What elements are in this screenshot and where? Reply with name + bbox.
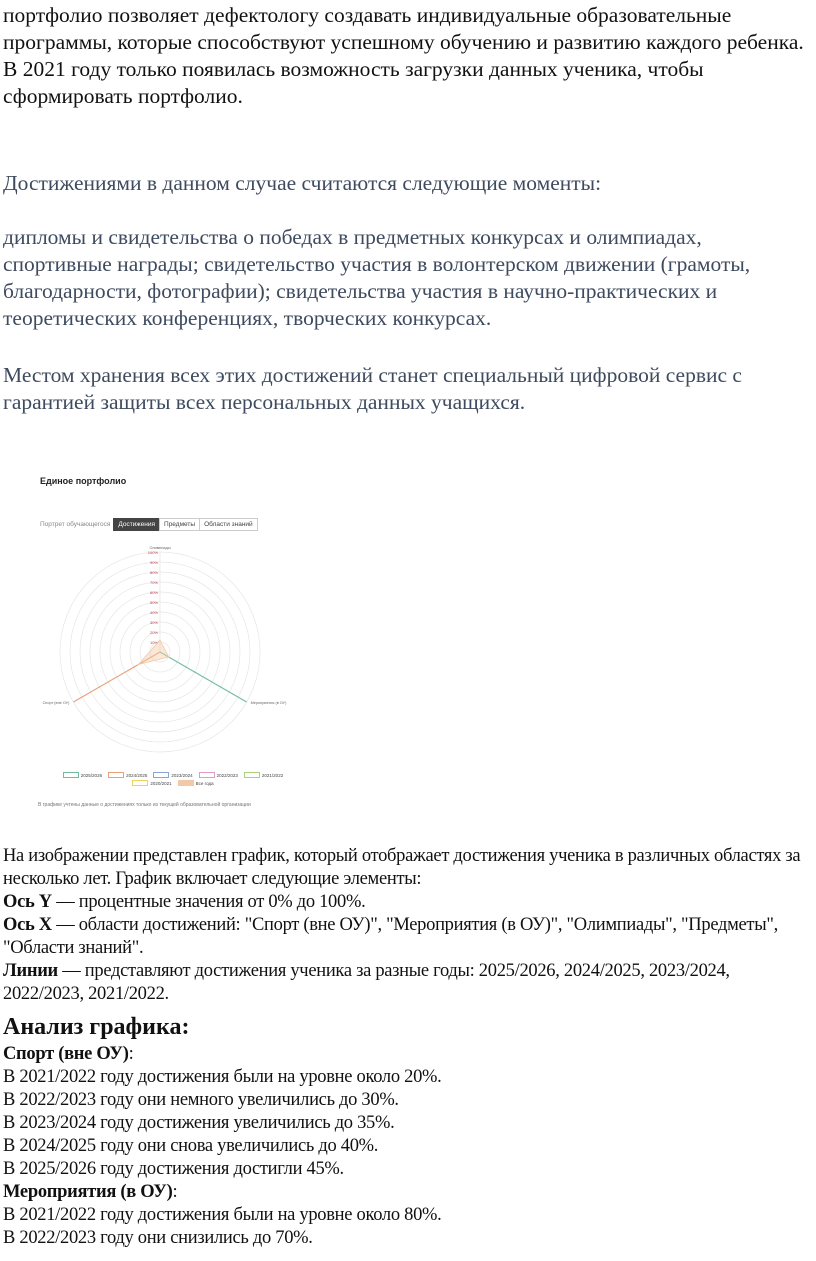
legend-item[interactable] <box>178 780 214 786</box>
sport-line: В 2025/2026 году достижения достигли 45%. <box>3 1159 344 1179</box>
tick-label: 100% <box>147 550 158 555</box>
portfolio-title: Единое портфолио <box>40 476 127 486</box>
tick-label: 60% <box>149 590 158 595</box>
achievements-paragraph: Достижениями в данном случае считаются следующие моменты: <box>3 171 602 195</box>
legend-swatch <box>132 780 148 786</box>
y-axis-text: — процентные значения от 0% до 100%. <box>51 892 366 912</box>
axis-label: Спорт (вне ОУ) <box>42 701 70 705</box>
tick-label: 40% <box>149 610 158 615</box>
intro-text <box>3 2 813 110</box>
tick-label: 10% <box>149 640 158 645</box>
legend-item[interactable] <box>244 772 283 778</box>
lines-label: Линии <box>3 961 58 981</box>
legend-swatch <box>108 772 124 778</box>
y-axis-label: Ось Y <box>3 892 52 912</box>
sport-line: В 2024/2025 году они снова увеличились до 40%. <box>3 1136 379 1156</box>
tab-knowledge-areas[interactable]: Области знаний <box>199 518 258 531</box>
storage-paragraph: Местом хранения всех этих достижений станет специальный цифровой сервис с гарантией защиты всех персональных данных учащихся. <box>3 363 742 414</box>
tick-label: 70% <box>149 580 158 585</box>
achievements-list-paragraph: дипломы и свидетельства о победах в предметных конкурсах и олимпиадах, спортивные награды; свидетельство участия в волонтерском движении (грамоты, благодарности, фотографии); свидетельства участия в научно-практических и теоретических конференциях, творческих конкурсах. <box>3 225 751 330</box>
legend-label: 2022/2023 <box>216 772 238 778</box>
axis-label: Олимпиады <box>149 546 171 550</box>
legend-swatch <box>244 772 260 778</box>
tab-subjects[interactable]: Предметы <box>159 518 200 531</box>
chart-note: В графике учтены данные о достижениях только из текущей образовательной организации <box>38 802 251 808</box>
tick-label: 80% <box>149 570 158 575</box>
legend-swatch <box>153 772 169 778</box>
analysis-heading: Анализ графика: <box>3 1014 190 1040</box>
portfolio-screenshot <box>30 462 330 814</box>
legend-label: 2025/2026 <box>80 772 103 778</box>
legend-item[interactable] <box>108 772 147 778</box>
legend-item[interactable] <box>132 780 171 786</box>
tab-achievements[interactable]: Достижения <box>113 518 160 531</box>
intro-paragraph-1: портфолио позволяет дефектологу создавать индивидуальные образовательные программы, которые способствуют успешному обучению и развитию каждого ребенка. <box>3 3 804 54</box>
chart-description <box>3 845 813 1006</box>
legend-item[interactable] <box>199 772 238 778</box>
tab-bar <box>40 518 258 531</box>
x-axis-text: — области достижений: "Спорт (вне ОУ)", "Мероприятия (в ОУ)", "Олимпиады", "Предметы", "Области знаний". <box>3 915 778 958</box>
legend-label: 2024/2025 <box>126 772 148 778</box>
legend-swatch <box>63 772 79 778</box>
analysis-block: Спорт (вне ОУ): В 2021/2022 году достижения были на уровне около 20%. В 2022/2023 году они немного увеличились до 30%. В 2023/2024 году достижения увеличились до 35%. В 2024/2025 году они снова увеличились до 40%. В 2025/2026 году достижения достигли 45%. Мероприятия (в ОУ): В 2021/2022 году достижения были на уровне около 80%. В 2022/2023 году они снизились до 70%. <box>3 1043 813 1250</box>
legend-swatch <box>178 780 194 786</box>
tick-label: 30% <box>149 620 158 625</box>
description-intro: На изображении представлен график, который отображает достижения ученика в различных областях за несколько лет. График включает следующие элементы: <box>3 846 801 889</box>
events-label: Мероприятия (в ОУ) <box>3 1182 173 1202</box>
sport-label: Спорт (вне ОУ) <box>3 1044 129 1064</box>
legend-label: 2021/2022 <box>261 772 284 778</box>
legend-swatch <box>199 772 215 778</box>
legend-label: 2020/2021 <box>150 780 172 786</box>
intro-paragraph-2: В 2021 году только появилась возможность загрузки данных ученика, чтобы сформировать портфолио. <box>3 57 704 108</box>
events-line: В 2022/2023 году они снизились до 70%. <box>3 1228 313 1248</box>
tick-label: 50% <box>149 600 158 605</box>
chart-legend <box>48 772 298 786</box>
sport-line: В 2021/2022 году достижения были на уровне около 20%. <box>3 1067 442 1087</box>
axis-label: Мероприятия (в ОУ) <box>250 701 287 705</box>
events-line: В 2021/2022 году достижения были на уровне около 80%. <box>3 1205 442 1225</box>
x-axis-label: Ось X <box>3 915 52 935</box>
radar-chart <box>30 532 330 772</box>
tick-label: 90% <box>149 560 158 565</box>
legend-label: 2023/2024 <box>171 772 193 778</box>
tick-label: 20% <box>149 630 158 635</box>
tab-lead-label: Портрет обучающегося <box>40 521 111 528</box>
sport-line: В 2022/2023 году они немного увеличились до 30%. <box>3 1090 399 1110</box>
legend-label: Все года <box>195 780 214 786</box>
legend-item[interactable] <box>153 772 192 778</box>
series-line <box>160 652 247 702</box>
sport-line: В 2023/2024 году достижения увеличились до 35%. <box>3 1113 395 1133</box>
lines-text: — представляют достижения ученика за разные годы: 2025/2026, 2024/2025, 2023/2024, 2022/2023, 2021/2022. <box>3 961 730 1004</box>
legend-item[interactable] <box>63 772 102 778</box>
